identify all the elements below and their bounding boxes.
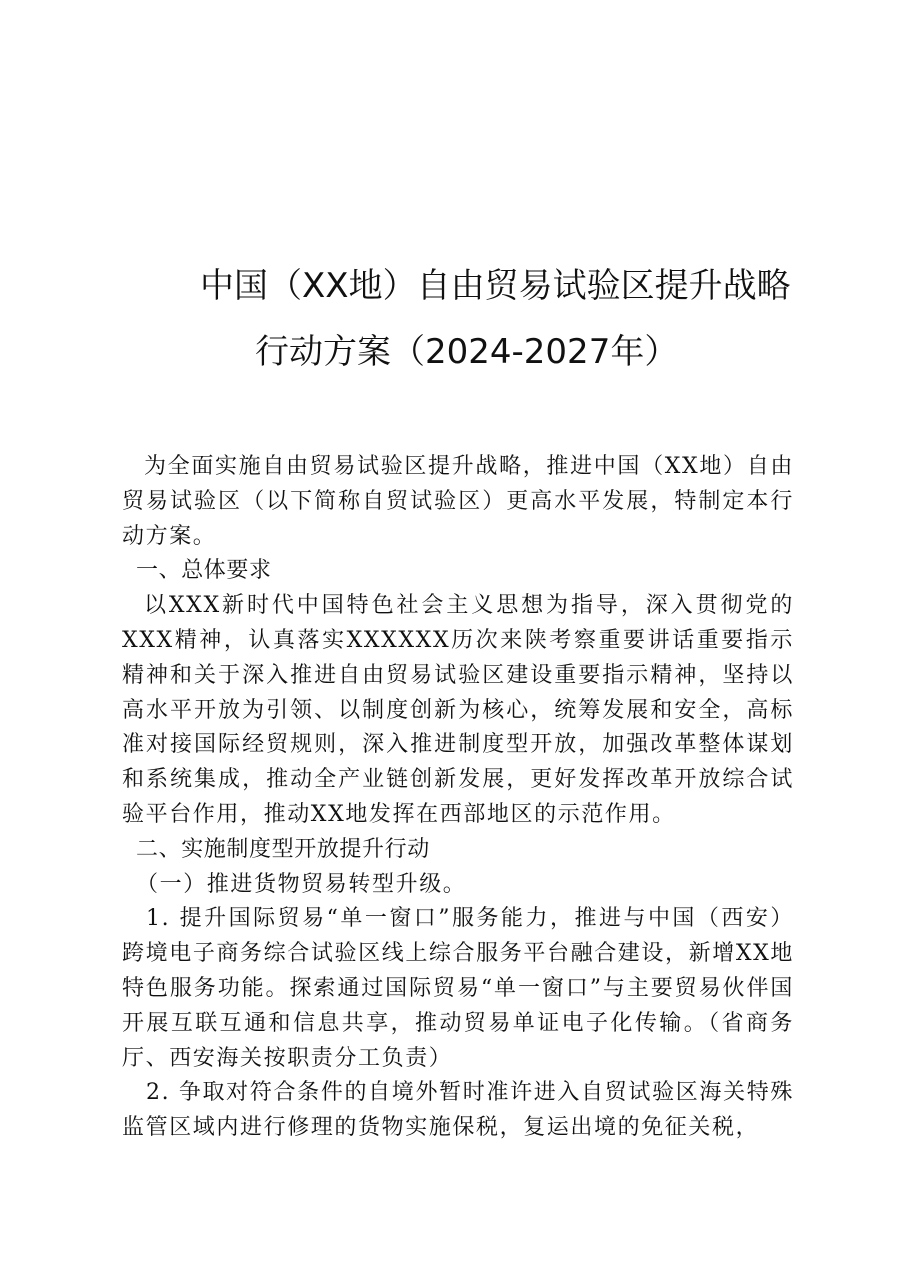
item-1-paragraph: 1. 提升国际贸易“单一窗口”服务能力，推进与中国（西安）跨境电子商务综合试验区线上综合服务平台融合建设，新增XX地特色服务功能。探索通过国际贸易“单一窗口”与主要贸易伙伴国开展互联互通和信息共享，推动贸易单证电子化传输。（省商务厅、西安海关按职责分工负责） bbox=[122, 906, 794, 1071]
intro-paragraph: 为全面实施自由贸易试验区提升战略，推进中国（XX地）自由贸易试验区（以下简称自贸试验区）更高水平发展，特制定本行动方案。 bbox=[122, 454, 794, 549]
document-title-line-1: 中国（XX地）自由贸易试验区提升战略 bbox=[200, 266, 791, 306]
section-1-heading: 一、总体要求 bbox=[136, 558, 272, 584]
document-body bbox=[122, 450, 794, 1146]
item-2-paragraph: 2. 争取对符合条件的自境外暂时准许进入自贸试验区海关特殊监管区域内进行修理的货物实施保税，复运出境的免征关税， bbox=[122, 1080, 794, 1141]
section-2-heading: 二、实施制度型开放提升行动 bbox=[136, 836, 430, 862]
section-1-paragraph: 以XXX新时代中国特色社会主义思想为指导，深入贯彻党的XXX精神，认真落实XXXXXX历次来陕考察重要讲话重要指示精神和关于深入推进自由贸易试验区建设重要指示精神，坚持以高水平开放为引领、以制度创新为核心，统筹发展和安全，高标准对接国际经贸规则，深入推进制度型开放，加强改革整体谋划和系统集成，推动全产业链创新发展，更好发挥改革开放综合试验平台作用，推动XX地发挥在西部地区的示范作用。 bbox=[122, 593, 794, 827]
subsection-1-heading: （一）推进货物贸易转型升级。 bbox=[136, 871, 467, 897]
document-title-line-2: 行动方案（2024-2027年） bbox=[255, 332, 679, 372]
